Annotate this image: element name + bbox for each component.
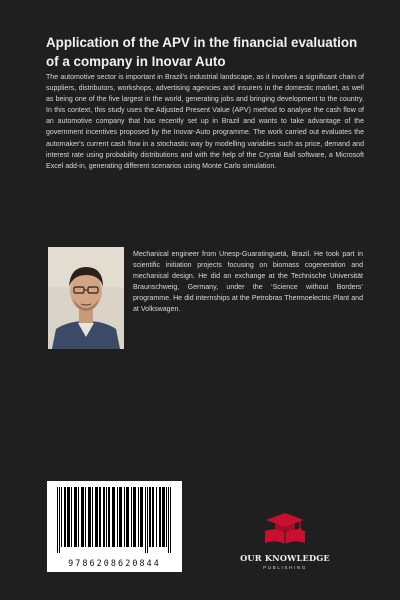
barcode-bar	[131, 487, 132, 547]
barcode-bar	[138, 487, 139, 547]
publisher-subtitle: PUBLISHING	[263, 565, 307, 570]
barcode-bar	[156, 487, 157, 547]
book-abstract: The automotive sector is important in Brazil's industrial landscape, as it involves a significant chain of suppliers, distributors, workshops, advertising agencies and insurers in the domestic market, as well as being one of the five largest in the world, generating jobs and bringing development to the country. In this context, this study uses the Adjusted Present Value (APV) method to analyse the cash flow of an automotive company that has recently set up in Brazil and wants to take advantage of the government incentives proposed by the Inovar-Auto programme. The work carried out evaluates the automaker's current cash flow in a stochastic way by modelling variables such as price, demand and interest rate using probability distributions and with the help of the Crystal Ball software, a Microsoft Excel add-in, generating different scenarios using Monte Carlo simulation.	[46, 74, 364, 170]
barcode-bar	[166, 487, 167, 547]
author-photo	[48, 247, 124, 349]
isbn-barcode	[47, 481, 182, 572]
barcode-bar	[57, 487, 58, 553]
graduation-cap-on-book-icon	[262, 511, 308, 545]
barcode-bar	[145, 487, 146, 553]
barcode-bar	[67, 487, 70, 547]
barcode-bar	[126, 487, 129, 547]
publisher-logo	[230, 511, 340, 570]
barcode-bar	[59, 487, 60, 553]
barcode-number: 9786208620844	[68, 558, 161, 568]
barcode-bar	[159, 487, 161, 547]
barcode-bar	[78, 487, 79, 547]
publisher-name: OUR KNOWLEDGE	[240, 553, 330, 563]
barcode-bar	[74, 487, 77, 547]
barcode-bar	[81, 487, 84, 547]
barcode-bar	[170, 487, 171, 553]
barcode-bar	[152, 487, 154, 547]
barcode-bar	[95, 487, 98, 547]
barcode-bars	[47, 481, 182, 555]
barcode-bar	[112, 487, 115, 547]
barcode-bar	[162, 487, 165, 547]
barcode-bar	[124, 487, 125, 547]
barcode-bar	[61, 487, 62, 547]
author-bio: Mechanical engineer from Unesp-Guaratinguetá, Brazil. He took part in scientific initiation projects focusing on biomass cogeneration and mechanical design. He did an exchange at the Technische Universität Braunschweig, Germany, under the ‘Science without Borders’ programme. He did internships at the Petrobras Thermoelectric Plant and at Volkswagen.	[133, 251, 363, 314]
barcode-bar	[133, 487, 136, 547]
barcode-bar	[99, 487, 101, 547]
barcode-bar	[71, 487, 72, 547]
barcode-bar	[64, 487, 66, 547]
barcode-bar	[92, 487, 93, 547]
author-portrait-image	[48, 247, 124, 349]
barcode-bar	[117, 487, 118, 547]
book-title: Application of the APV in the financial evaluation of a company in Inovar Auto	[46, 35, 358, 69]
barcode-bar	[88, 487, 91, 547]
barcode-bar	[168, 487, 169, 553]
barcode-bar	[103, 487, 105, 547]
barcode-bar	[119, 487, 122, 547]
barcode-bar	[147, 487, 148, 553]
barcode-bar	[106, 487, 107, 547]
barcode-bar	[149, 487, 151, 547]
barcode-bar	[85, 487, 86, 547]
barcode-bar	[108, 487, 110, 547]
barcode-bar	[140, 487, 143, 547]
